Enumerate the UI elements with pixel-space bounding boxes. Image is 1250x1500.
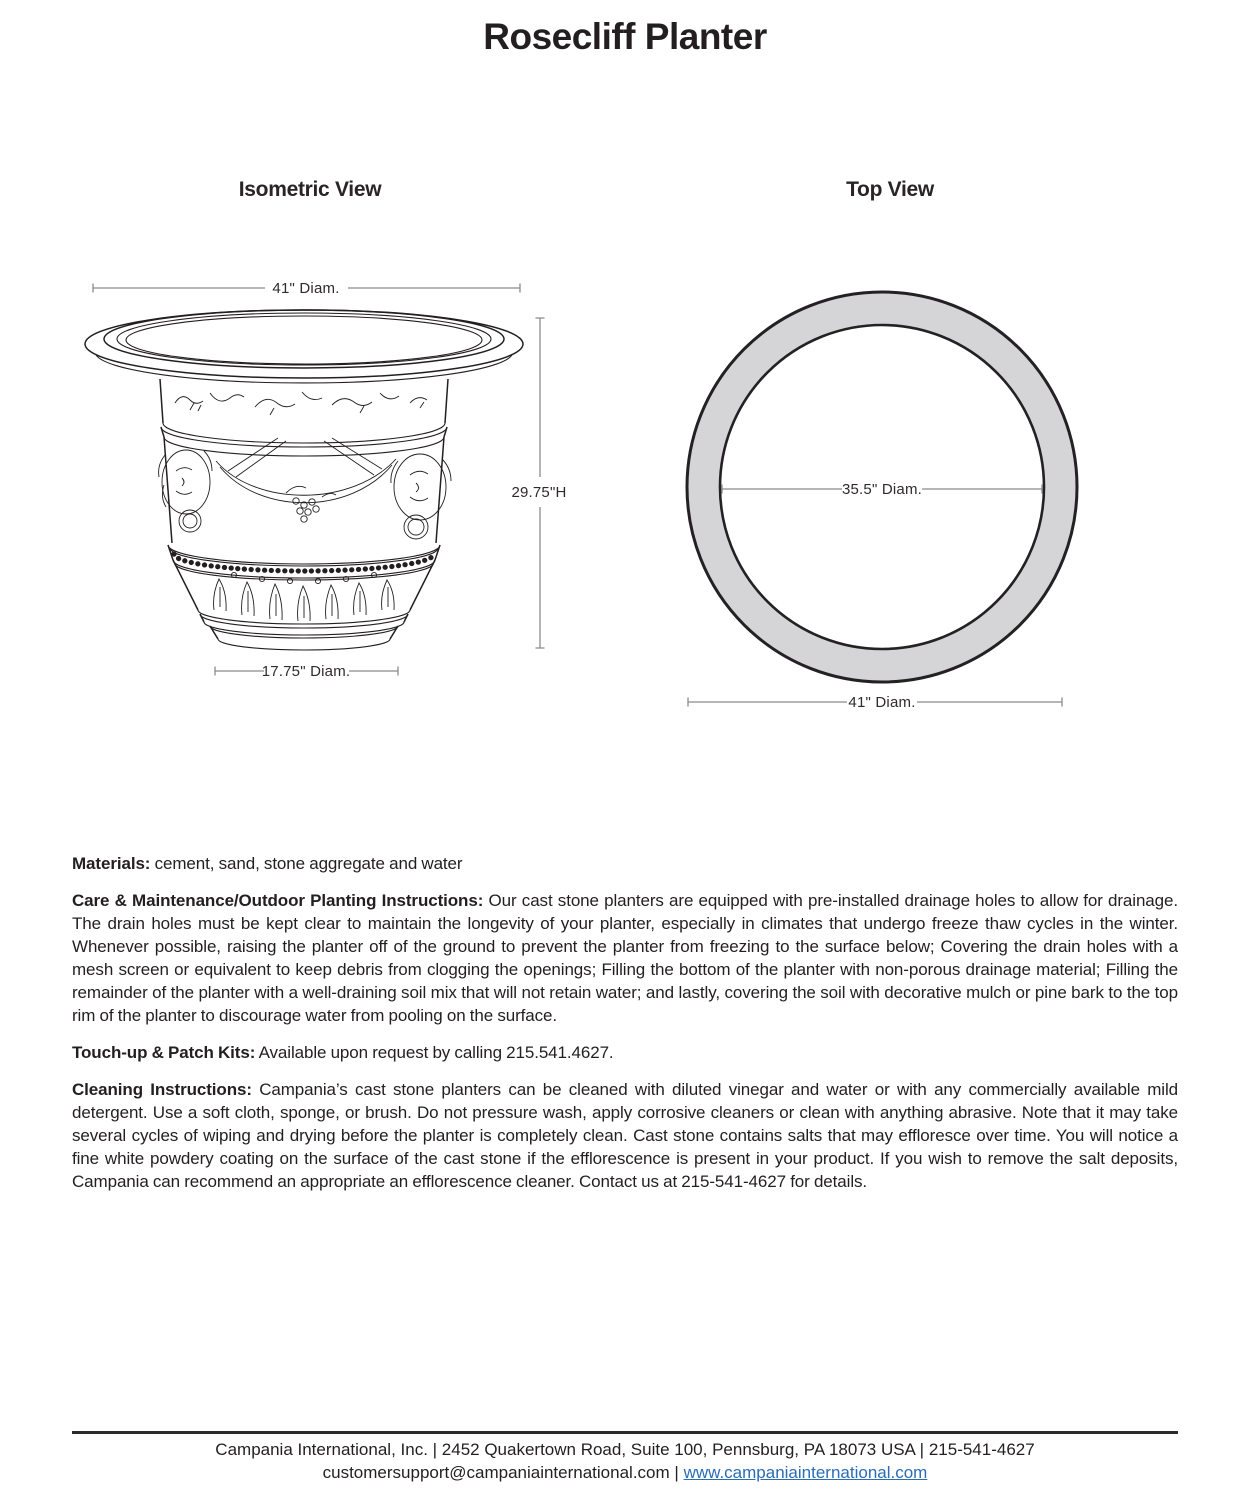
footer-contact-line <box>0 1461 1250 1484</box>
fruit-cluster <box>286 486 336 522</box>
planter-line-art <box>85 310 523 650</box>
top-outer-diameter-dimension <box>688 694 1062 711</box>
footer-website-link[interactable]: www.campaniainternational.com <box>683 1463 928 1482</box>
top-view-label: Top View <box>846 178 934 201</box>
footer-separator: | <box>674 1463 679 1482</box>
isometric-view-label: Isometric View <box>238 178 382 201</box>
footer-company-line: Campania International, Inc. | 2452 Quakertown Road, Suite 100, Pennsburg, PA 18073 USA | 215-541-4627 <box>215 1440 1035 1459</box>
cleaning-section <box>72 1078 1178 1193</box>
footer-email: customersupport@campaniainternational.com <box>322 1463 670 1482</box>
iso-base-diameter-dimension <box>215 663 398 680</box>
page-title: Rosecliff Planter <box>483 16 767 57</box>
care-heading: Care & Maintenance/Outdoor Planting Instructions: <box>72 891 484 910</box>
iso-top-diameter-label: 41" Diam. <box>272 280 340 297</box>
top-outer-diameter-label: 41" Diam. <box>848 694 916 711</box>
top-inner-diameter-label: 35.5" Diam. <box>841 481 923 498</box>
beaded-band <box>174 554 434 571</box>
cleaning-body: Campania’s cast stone planters can be cleaned with diluted vinegar and water or with any commercially available mild detergent. Use a soft cloth, sponge, or brush. Do not pressure wash, apply corrosive cleaners or clean with anything abrasive. Note that it may take several cycles of wiping and drying before the planter is completely clean. Cast stone contains salts that may effloresce over time. You will notice a fine white powdery coating on the surface of the cast stone if the efflorescence is present in your product. If you wish to remove the salt deposits, Campania can recommend an appropriate an efflorescence cleaner. Contact us at 215-541-4627 for details. <box>72 1080 1178 1191</box>
isometric-drawing <box>70 275 615 690</box>
iso-height-dimension <box>511 318 566 648</box>
iso-height-label: 29.75"H <box>511 484 567 501</box>
materials-body: cement, sand, stone aggregate and water <box>154 854 463 873</box>
touchup-body: Available upon request by calling 215.541.4627. <box>258 1043 614 1062</box>
left-lion-mask <box>159 450 212 532</box>
cleaning-heading: Cleaning Instructions: <box>72 1080 252 1099</box>
footer-divider <box>72 1431 1178 1434</box>
instructions-text-block <box>72 852 1178 1193</box>
touchup-heading: Touch-up & Patch Kits: <box>72 1043 256 1062</box>
footer <box>0 1438 1250 1484</box>
touchup-section <box>72 1041 1178 1064</box>
materials-section <box>72 852 1178 875</box>
care-body: Our cast stone planters are equipped with pre-installed drainage holes to allow for drainage. The drain holes must be kept clear to maintain the longevity of your planter, especially in climates that undergo freeze thaw cycles in the winter. Whenever possible, raising the planter off of the ground to prevent the planter from freezing to the surface below; Covering the drain holes with a mesh screen or equivalent to keep debris from clogging the openings; Filling the bottom of the planter with non-porous drainage material; Filling the remainder of the planter with a well-draining soil mix that will not retain water; and lastly, covering the soil with decorative mulch or pine bark to the top rim of the planter to discourage water from pooling on the surface. <box>72 891 1178 1025</box>
iso-base-diameter-label: 17.75" Diam. <box>261 663 351 680</box>
top-view-drawing <box>660 278 1100 718</box>
iso-top-diameter-dimension <box>93 280 520 297</box>
materials-heading: Materials: <box>72 854 151 873</box>
care-section <box>72 889 1178 1027</box>
